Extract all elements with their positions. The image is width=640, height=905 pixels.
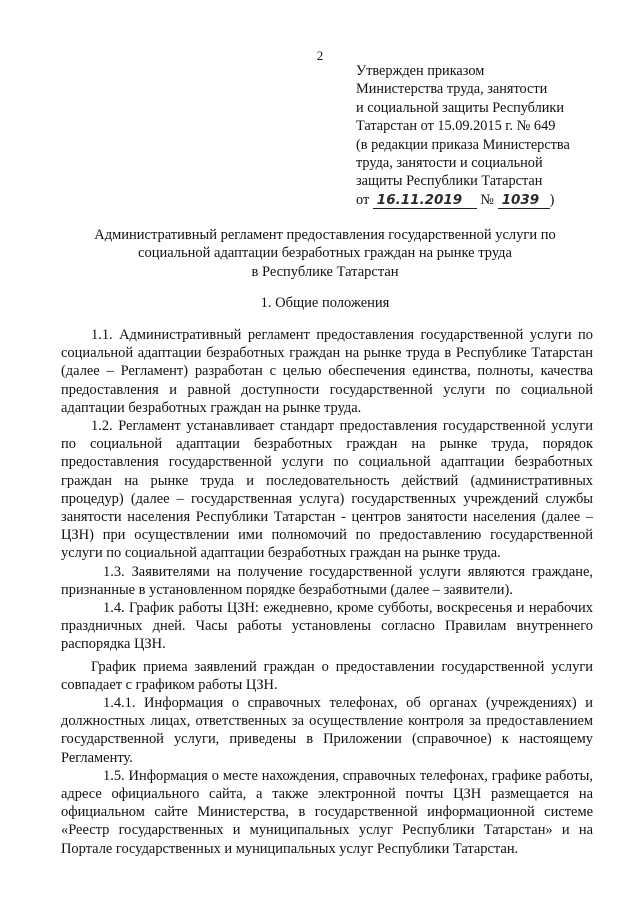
approval-line: и социальной защиты Республики	[356, 99, 564, 116]
paragraph-1-3: 1.3. Заявителями на получение государственной услуги являются граждане, признанные в установленном порядке безработными (далее – заявители).	[61, 563, 593, 598]
closing-paren: )	[549, 191, 555, 208]
page-number: 2	[316, 48, 324, 63]
section-heading: 1. Общие положения	[260, 295, 390, 311]
document-title	[60, 226, 590, 281]
paragraph-schedule: График приема заявлений граждан о предоставлении государственной услуги совпадает с графиком работы ЦЗН.	[61, 658, 593, 693]
title-line: Административный регламент предоставления государственной услуги по	[94, 227, 556, 243]
approval-block	[356, 62, 636, 209]
paragraph-1-5: 1.5. Информация о месте нахождения, справочных телефонах, графике работы, адресе официального сайта, а также электронной почты ЦЗН размещается на официальном сайте Министерства, в государственной информационной системе «Реестр государственных и муниципальных услуг Республики Татарстан» и на Портале государственных и муниципальных услуг Республики Татарстан.	[61, 767, 593, 857]
document-body	[61, 326, 593, 858]
paragraph-1-1: 1.1. Административный регламент предоставления государственной услуги по социальной адаптации безработных граждан на рынке труда в Республике Татарстан (далее – Регламент) разработан с целью обеспечения единства, полноты, качества предоставления и равной доступности государственной услуги по социальной адаптации безработных граждан на рынке труда.	[61, 327, 593, 416]
approval-line: (в редакции приказа Министерства	[356, 136, 570, 153]
from-label: от	[356, 191, 370, 208]
paragraph-1-4-1: 1.4.1. Информация о справочных телефонах, об органах (учреждениях) и должностных лицах, ответственных за осуществление контроля за предоставлением государственной услуги, приведены в Приложении (справочное) к настоящему Регламенту.	[61, 695, 593, 766]
approval-line: Утвержден приказом	[356, 63, 485, 79]
title-line: в Республике Татарстан	[251, 263, 399, 280]
title-line: социальной адаптации безработных граждан на рынке труда	[138, 245, 512, 262]
handwritten-number: 1039	[498, 193, 550, 209]
paragraph-1-4: 1.4. График работы ЦЗН: ежедневно, кроме субботы, воскресенья и нерабочих праздничных дней. Часы работы установлены согласно Правилам внутреннего распорядка ЦЗН.	[61, 600, 593, 653]
handwritten-date: 16.11.2019	[373, 193, 477, 209]
approval-line: Министерства труда, занятости	[356, 81, 548, 98]
number-label: №	[480, 191, 495, 208]
approval-line: Татарстан от 15.09.2015 г. № 649	[356, 118, 556, 135]
approval-line: защиты Республики Татарстан	[356, 173, 543, 190]
paragraph-1-2: 1.2. Регламент устанавливает стандарт предоставления государственной услуги по социальной адаптации безработных граждан на рынке труда, порядок предоставления государственной услуги по социальной адаптации безработных граждан на рынке труда и последовательность действий (административных процедур) (далее – государственная услуга) государственных учреждений службы занятости населения Республики Татарстан - центров занятости населения (далее – ЦЗН) при осуществлении ими полномочий по предоставлению государственной услуги по социальной адаптации безработных граждан на рынке труда.	[61, 418, 593, 562]
approval-line: труда, занятости и социальной	[356, 155, 543, 172]
approval-date-line	[356, 191, 636, 209]
